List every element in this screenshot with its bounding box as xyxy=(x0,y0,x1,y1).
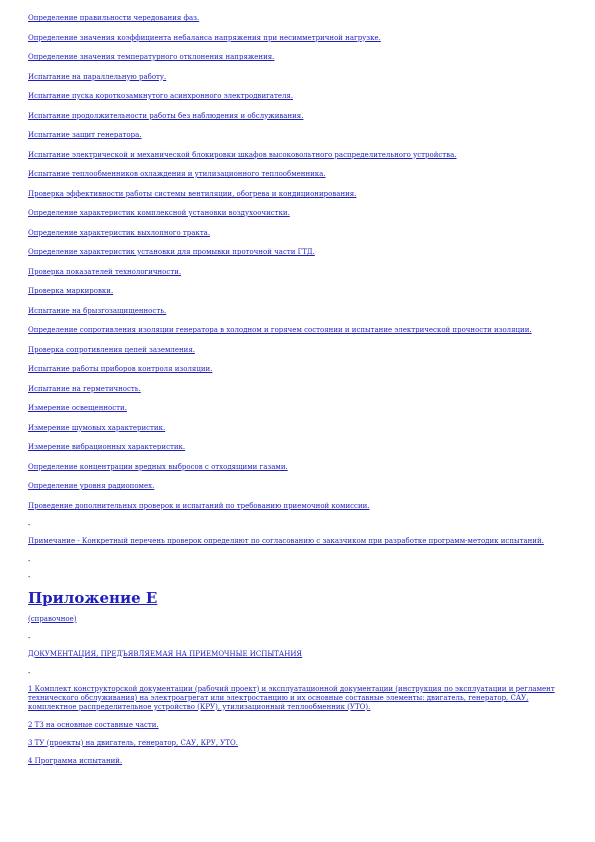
test-list xyxy=(28,14,568,511)
separator-dash: - xyxy=(28,572,31,581)
appendix-title[interactable]: Приложение Е xyxy=(28,588,158,607)
list-item[interactable]: Испытание продолжительности работы без наблюдения и обслуживания. xyxy=(28,111,304,120)
list-item[interactable]: Проведение дополнительных проверок и испытаний по требованию приемочной комиссии. xyxy=(28,501,370,510)
list-item[interactable]: Испытание на параллельную работу. xyxy=(28,72,167,81)
appendix-item[interactable]: 1 Комплект конструкторской документации (рабочий проект) и эксплуатационной документации (инструкция по эксплуатации и регламент технического обслуживания) на электроагрегат или электростанцию и их основные составные элементы: двигатель, генератор, САУ, комплектное распределительное устройство (КРУ), утилизационный теплообменник (УТО). xyxy=(28,684,555,711)
note-text[interactable]: Примечание - Конкретный перечень проверок определяют по согласованию с заказчиком при разработке программ-методик испытаний. xyxy=(28,537,544,545)
list-item[interactable]: Проверка эффективности работы системы вентиляции, обогрева и кондиционирования. xyxy=(28,189,357,198)
separator-dash: - xyxy=(28,556,31,565)
list-item[interactable]: Проверка сопротивления цепей заземления. xyxy=(28,345,195,354)
list-item[interactable]: Определение уровня радиопомех. xyxy=(28,482,155,490)
list-item[interactable]: Испытание защит генератора. xyxy=(28,131,142,139)
appendix-item[interactable]: 2 ТЗ на основные составные части. xyxy=(28,720,159,729)
separator-dash: - xyxy=(28,633,31,642)
appendix-kind[interactable]: (справочное) xyxy=(28,614,77,623)
list-item[interactable]: Измерение освещенности. xyxy=(28,404,127,412)
list-item[interactable]: Испытание электрической и механической блокировки шкафов высоковольтного распределительного устройства. xyxy=(28,150,457,159)
separator-dash: - xyxy=(28,521,31,529)
separator-dash: - xyxy=(28,668,31,677)
list-item[interactable]: Измерение шумовых характеристик. xyxy=(28,423,166,432)
list-item[interactable]: Проверка маркировки. xyxy=(28,287,114,295)
list-item[interactable]: Определение характеристик выхлопного тракта. xyxy=(28,228,211,237)
appendix-item[interactable]: 4 Программа испытаний. xyxy=(28,756,123,765)
list-item[interactable]: Проверка показателей технологичности. xyxy=(28,267,182,276)
list-item[interactable]: Испытание работы приборов контроля изоляции. xyxy=(28,365,213,373)
list-item[interactable]: Определение значения температурного отклонения напряжения. xyxy=(28,53,275,61)
list-item[interactable]: Определение характеристик комплексной установки воздухоочистки. xyxy=(28,209,290,217)
list-item[interactable]: Испытание на брызгозащищенность. xyxy=(28,306,167,315)
document-page xyxy=(28,14,568,775)
list-item[interactable]: Определение правильности чередования фаз. xyxy=(28,14,200,22)
list-item[interactable]: Испытание на герметичность. xyxy=(28,384,141,393)
list-item[interactable]: Испытание пуска короткозамкнутого асинхронного электродвигателя. xyxy=(28,92,294,100)
list-item[interactable]: Определение концентрации вредных выбросов с отходящими газами. xyxy=(28,462,288,471)
list-item[interactable]: Определение характеристик установки для промывки проточной части ГТД. xyxy=(28,248,315,256)
appendix-subtitle[interactable]: ДОКУМЕНТАЦИЯ, ПРЕДЪЯВЛЯЕМАЯ НА ПРИЕМОЧНЫЕ ИСПЫТАНИЯ xyxy=(28,649,303,658)
list-item[interactable]: Определение значения коэффициента небаланса напряжения при несимметричной нагрузке. xyxy=(28,33,381,42)
appendix-item[interactable]: 3 ТУ (проекты) на двигатель, генератор, САУ, КРУ, УТО. xyxy=(28,738,238,747)
list-item[interactable]: Испытание теплообменников охлаждения и утилизационного теплообменника. xyxy=(28,170,326,178)
list-item[interactable]: Определение сопротивления изоляции генератора в холодном и горячем состоянии и испытание электрической прочности изоляции. xyxy=(28,326,532,334)
list-item[interactable]: Измерение вибрационных характеристик. xyxy=(28,443,186,451)
